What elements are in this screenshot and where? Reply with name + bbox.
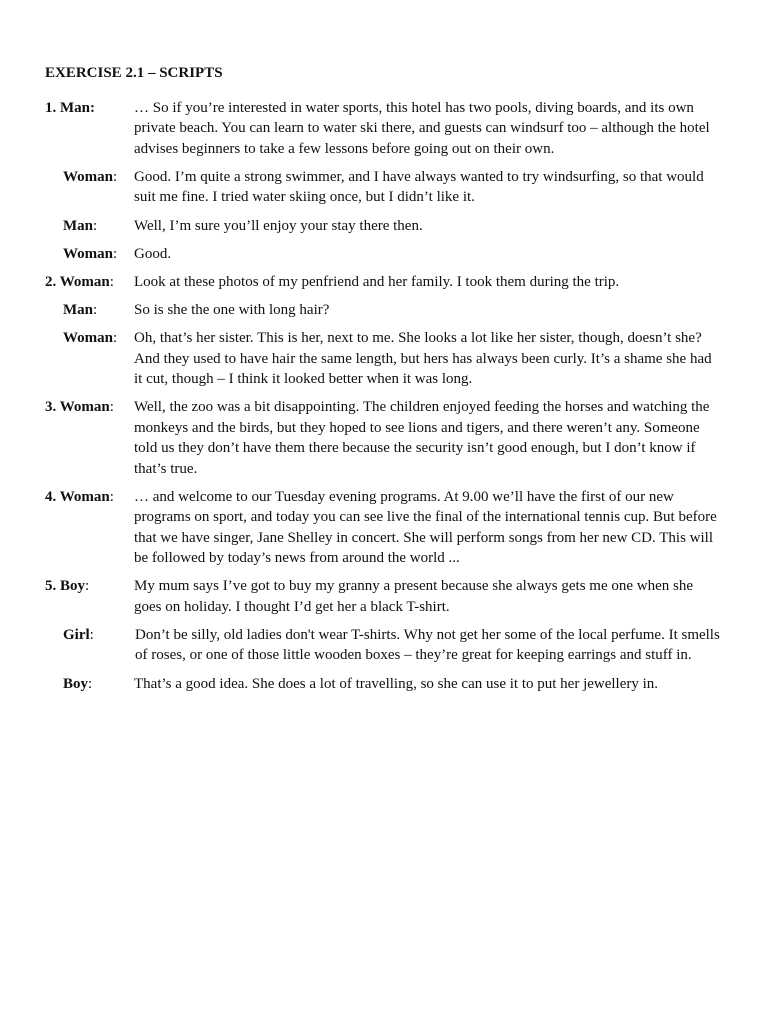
speaker-label xyxy=(45,576,134,596)
script-turn xyxy=(45,244,725,264)
speaker-label xyxy=(45,625,134,645)
speaker-colon: : xyxy=(93,302,98,319)
speaker-name: Girl xyxy=(63,626,90,643)
speaker-colon: : xyxy=(93,217,98,234)
utterance-text: … and welcome to our Tuesday evening programs. At 9.00 we’ll have the first of our new programs on sport, and today you can see live the final of the international tennis cup. But before that we have singer, Jane Shelley in concert. She will perform songs from her new CD. This will be followed by today’s news from around the world ... xyxy=(134,488,717,567)
speaker-colon: : xyxy=(85,578,90,595)
speaker-label xyxy=(45,328,134,348)
page-title: EXERCISE 2.1 – SCRIPTS xyxy=(45,65,223,81)
utterance-text: That’s a good idea. She does a lot of travelling, so she can use it to put her jewellery in. xyxy=(134,675,659,692)
utterance-text: Good. I’m quite a strong swimmer, and I have always wanted to try windsurfing, so that would suit me fine. I tried water skiing once, but I didn’t like it. xyxy=(134,169,704,206)
speaker-colon: : xyxy=(88,675,93,692)
speaker-colon: : xyxy=(109,274,114,291)
speaker-name: Man xyxy=(63,302,93,319)
script-turn xyxy=(45,272,725,292)
speaker-colon: : xyxy=(90,100,95,116)
speaker-colon: : xyxy=(113,169,118,186)
utterance-text: … So if you’re interested in water sports, this hotel has two pools, diving boards, and its own private beach. You can learn to water ski there, and guests can windsurf too – although the hotel advises beginners to take a few lessons before going out on their own. xyxy=(134,100,710,157)
speaker-name: Woman xyxy=(63,169,114,186)
utterance-text: Oh, that’s her sister. This is her, next to me. She looks a lot like her sister, though, doesn’t she? And they used to have hair the same length, but hers has always been curly. It’s a shame she had it cut, though – I think it looked better when it was long. xyxy=(134,330,712,388)
speaker-label xyxy=(45,216,134,236)
utterance-text: Good. xyxy=(134,245,172,262)
speaker-label xyxy=(45,300,134,320)
speaker-name: Boy xyxy=(63,675,89,692)
speaker-name: 4. Woman xyxy=(45,488,110,505)
script-turn xyxy=(45,216,725,236)
utterance-text: Well, the zoo was a bit disappointing. The children enjoyed feeding the horses and watching the monkeys and the birds, but they hoped to see lions and tigers, and there weren’t any. Someone told us they don’t have them there because the security isn’t good enough, but I don’t know if that’s true. xyxy=(134,399,710,477)
script-turn xyxy=(45,98,725,159)
speaker-colon: : xyxy=(113,330,118,347)
speaker-name: 2. Woman xyxy=(45,274,110,291)
speaker-label xyxy=(45,244,134,264)
speaker-name: Woman xyxy=(63,245,114,262)
speaker-colon: : xyxy=(113,245,118,262)
speaker-label xyxy=(45,397,134,417)
speaker-label xyxy=(45,167,134,187)
script-turn xyxy=(45,674,725,694)
speaker-label xyxy=(45,674,134,694)
speaker-name: Woman xyxy=(63,330,114,347)
utterance-text: Don’t be silly, old ladies don't wear T-shirts. Why not get her some of the local perfume. It smells of roses, or one of those little wooden boxes – they’re great for keeping earrings and stuff in. xyxy=(135,626,720,664)
utterance-text: Look at these photos of my penfriend and her family. I took them during the trip. xyxy=(134,274,620,291)
speaker-colon: : xyxy=(89,626,94,643)
speaker-label xyxy=(45,272,134,292)
script-list xyxy=(45,98,725,702)
script-turn xyxy=(45,300,725,320)
speaker-colon: : xyxy=(109,488,114,505)
utterance-text: Well, I’m sure you’ll enjoy your stay there then. xyxy=(134,217,423,234)
speaker-name: Man xyxy=(63,217,93,234)
script-turn xyxy=(45,328,725,389)
script-turn xyxy=(45,487,725,569)
script-turn xyxy=(45,397,725,479)
utterance-text: My mum says I’ve got to buy my granny a present because she always gets me one when she goes on holiday. I thought I’d get her a black T-shirt. xyxy=(134,578,694,615)
speaker-colon: : xyxy=(109,399,114,416)
utterance-text: So is she the one with long hair? xyxy=(134,302,330,319)
speaker-name: 5. Boy xyxy=(45,578,86,595)
speaker-name: 3. Woman xyxy=(45,399,110,416)
script-turn xyxy=(45,167,725,208)
speaker-name: 1. Man xyxy=(45,100,90,116)
speaker-label xyxy=(45,487,134,507)
script-turn xyxy=(45,625,725,666)
speaker-label xyxy=(45,98,134,118)
script-turn xyxy=(45,576,725,617)
